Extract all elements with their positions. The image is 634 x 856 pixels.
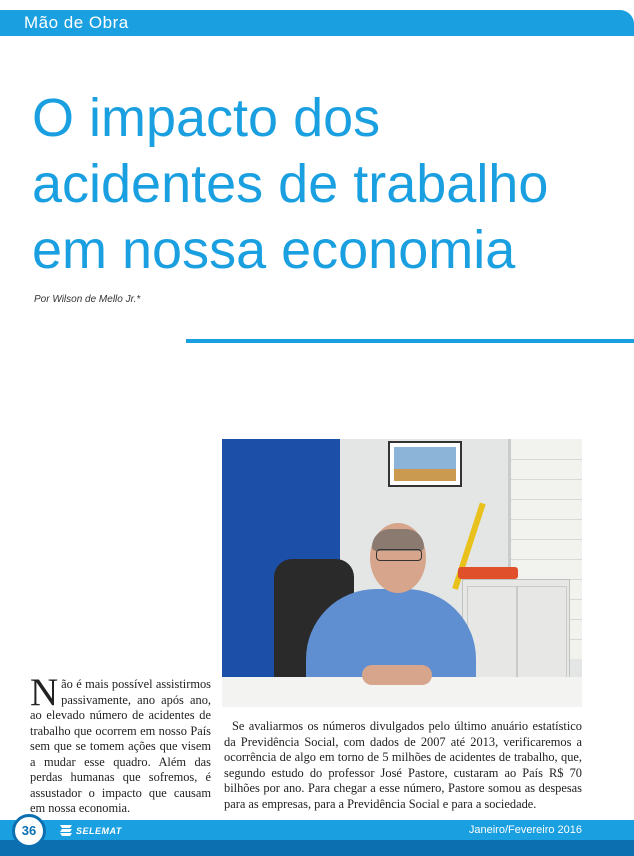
photo-person-glasses [376,549,422,561]
photo-person-hair [372,529,424,551]
photo-picture-frame [388,441,462,487]
logo-text: SELEMAT [76,826,122,836]
headline-line-3: em nossa economia [32,220,516,280]
article-headline [32,85,612,283]
page-footer [0,796,634,856]
headline-line-1: O impacto dos [32,88,381,148]
photo-toy-machines [458,567,518,579]
selemat-logo [58,822,128,840]
issue-date: Janeiro/Fevereiro 2016 [468,824,582,836]
page-number-badge [12,814,46,848]
body-column-right: Se avaliarmos os números divulgados pelo último anuário estatístico da Previdência Social, com dados de 2007 até 2013, verificaremos a ocorrência de algo em torno de 5 milhões de acidentes de trabalho, que, segundo estudo do professor José Pastore, custaram ao País R$ 70 bilhões por ano. Para chegar a esse número, Pastore somou as despesas para as empresas, para a Previdência Social e para a sociedade. [224,719,582,811]
section-label: Mão de Obra [24,13,129,32]
headline-line-2: acidentes de trabalho [32,154,549,214]
footer-bottom-band [0,840,634,856]
byline: Por Wilson de Mello Jr.* [34,294,141,305]
section-header [0,0,634,36]
page-number: 36 [21,823,37,838]
selemat-logo-icon [58,822,74,838]
divider-rule [186,339,634,343]
photo-person-hands [362,665,432,685]
body-text-left: ão é mais possível assistirmos passivamente, ano após ano, ao elevado número de acidentes de trabalho que ocorrem em nosso País sem que se tomem ações que visem a mudar esse quadro. Além das perdas humanas que sofremos, é assustador o impacto que causam em nossa economia. [30,677,211,815]
drop-cap: N [30,671,59,714]
portrait-photo [222,439,582,707]
